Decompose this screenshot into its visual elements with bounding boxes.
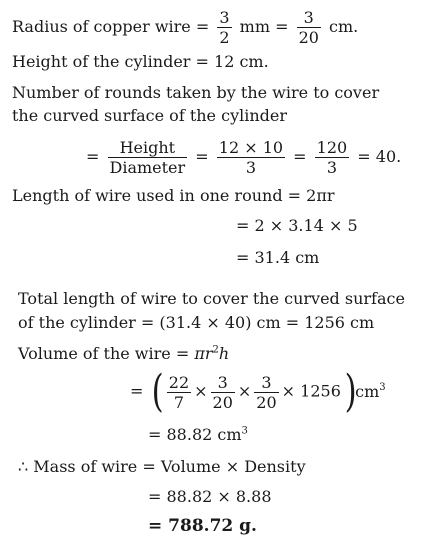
rounds-line-1: Number of rounds taken by the wire to cover [12,83,380,102]
volume-label: Volume of the wire = [18,344,195,363]
left-paren: ( [151,366,164,417]
rounds-line-2: the curved surface of the cylinder [12,106,288,125]
height-line: Height of the cylinder = 12 cm. [12,52,269,71]
mass-step: = 88.82 × 8.88 [148,487,272,506]
equals-sign: = [86,147,100,166]
volume-unit: cm [355,381,380,401]
fraction-denominator: 3 [326,158,338,177]
length-step-1: = 2 × 3.14 × 5 [236,216,358,235]
fraction-3-20-b [254,373,278,412]
fraction-denominator: 2 [219,28,230,47]
rounds-result: = 40. [357,147,402,166]
radius-line [12,8,358,47]
volume-result-value: = 88.82 cm [148,425,242,444]
volume-exponent: 2 [212,344,219,356]
radius-label: Radius of copper wire = [12,17,210,36]
fraction-numerator: 120 [316,138,348,157]
length-one-round-line: Length of wire used in one round = 2πr [12,186,335,205]
fraction-3-2 [217,8,231,47]
rounds-equation [86,138,401,177]
volume-expr: πr [194,344,213,363]
mass-line: ∴ Mass of wire = Volume × Density [18,457,306,476]
times-sign: × [194,381,208,401]
total-length-line-2: of the cylinder = (31.4 × 40) cm = 1256 cm [18,313,375,332]
times-sign: × [237,381,252,401]
volume-calculation [130,366,386,417]
volume-result [148,425,248,445]
fraction-numerator: 3 [297,8,321,28]
right-paren: ) [344,366,357,417]
volume-result-exponent: 3 [241,425,248,437]
fraction-denominator: 7 [173,392,185,412]
fraction-numerator: 3 [211,373,235,393]
fraction-120-3 [315,138,350,177]
radius-cm: cm. [329,17,359,36]
total-length-line-1: Total length of wire to cover the curved surface [18,289,405,308]
fraction-numerator: Height [108,138,188,158]
fraction-denominator: 20 [256,392,277,412]
equals-sign: = [293,147,307,166]
fraction-3-20 [297,8,321,47]
fraction-3-20-a [211,373,235,412]
equals-sign: = [130,381,144,401]
fraction-denominator: 3 [245,158,256,177]
fraction-denominator: 20 [298,28,319,47]
fraction-numerator: 3 [254,373,278,393]
fraction-denominator: 20 [212,392,233,412]
volume-unit-exponent: 3 [379,382,386,394]
fraction-22-7 [167,373,191,412]
length-step-2: = 31.4 cm [236,248,320,267]
fraction-numerator: 22 [168,372,190,392]
fraction-numerator: 3 [219,8,230,27]
fraction-height-diameter [108,138,188,177]
fraction-12x10-3 [217,138,285,177]
volume-line [18,344,229,364]
mass-result: = 788.72 g. [148,516,257,536]
times-1256: × 1256 [281,381,341,401]
fraction-denominator: Diameter [109,158,186,177]
fraction-numerator: 12 × 10 [218,138,284,157]
radius-mm: mm = [239,17,289,36]
volume-h: h [218,344,230,363]
equals-sign: = [195,147,209,166]
